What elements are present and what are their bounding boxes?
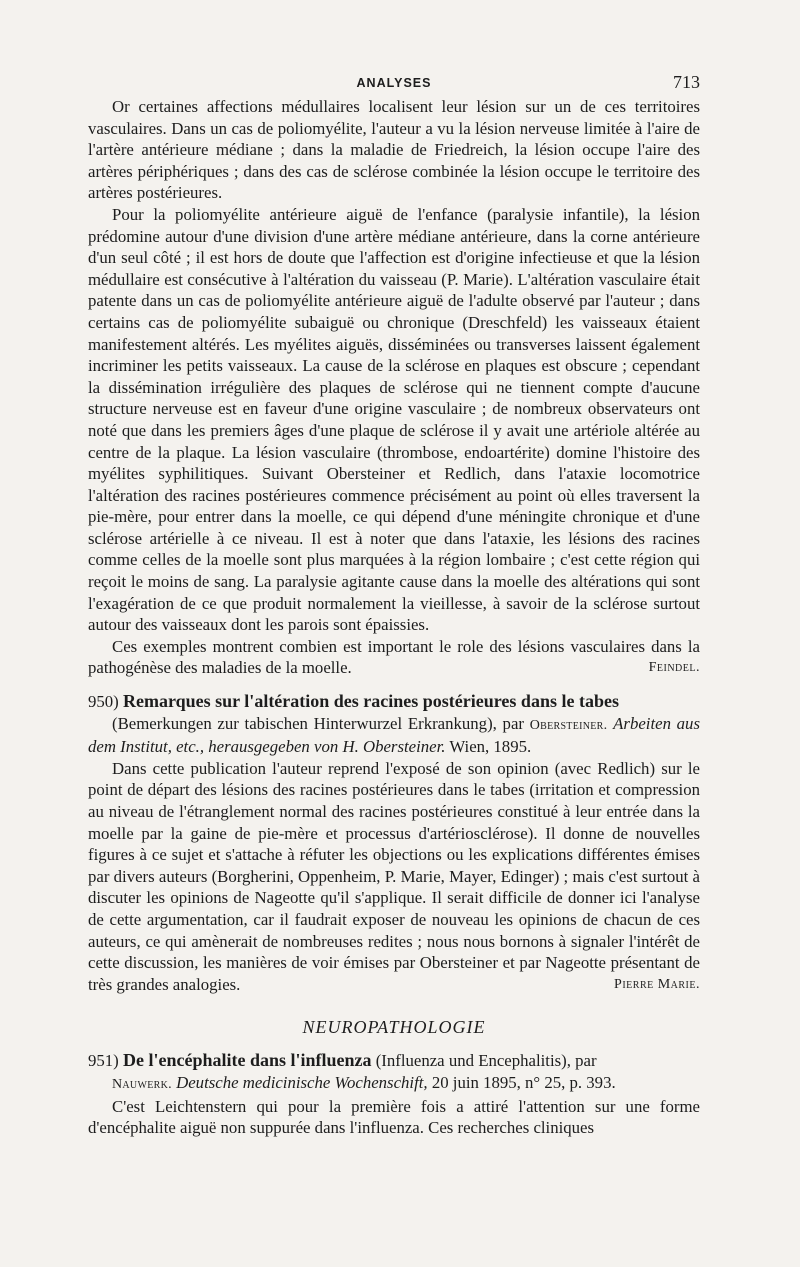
intro-paragraph-1: Or certaines affections médullaires localisent leur lésion sur un de ces territoires vasculaires. Dans un cas de poliomyélite, l'auteur a vu la lésion nerveuse limitée à l'aire de l'artère antérieure médiane ; dans la maladie de Friedreich, la lésion occupe l'aire des artères périphériques ; dans des cas de sclérose combinée la lésion occupe le territoire des artères postérieures. — [88, 97, 700, 203]
entry-950-source-place: Wien, 1895. — [449, 737, 532, 757]
intro-paragraph-3-text: Ces exemples montrent combien est important le role des lésions vasculaires dans la pathogénèse des maladies de la moelle. — [88, 636, 700, 678]
entry-950-source: Arbeiten aus dem Institut, etc., herausgegeben von H. Obersteiner. — [88, 713, 700, 757]
entry-951-number: 951) — [88, 1051, 119, 1071]
entry-951-source: Deutsche medicinische Wochenschift, — [176, 1072, 428, 1092]
entry-951-german-title: (Influenza und Encephalitis), par — [375, 1051, 597, 1071]
entry-950-citation — [88, 713, 700, 758]
entry-950-body-text: Dans cette publication l'auteur reprend l'exposé de son opinion (avec Redlich) sur le point de départ des lésions des racines postérieures dans le tabes (irritation et compression au niveau de l'étranglement normal des racines postérieures constitué à leur entrée dans la moelle par la gaine de pie-mère et processus d'artériosclérose). Il donne de nouvelles figures à ce sujet et s'attache à réfuter les objections ou les explications différentes émises par divers auteurs (Borgherini, Oppenheim, P. Marie, Mayer, Edinger) ; mais c'est surtout à discuter les opinions de Nageotte qu'il s'applique. Il serait difficile de donner ici l'analyse de cette argumentation, car il faudrait exposer de nouveau les opinions de chacun de ces auteurs, ce qui amènerait de nombreuses redites ; nous nous bornons à signaler l'intérêt de cette discussion, les manières de voir émises par Obersteiner et par Nageotte présentant de très grandes analogies. — [88, 758, 700, 994]
entry-951-title: De l'encéphalite dans l'influenza — [122, 1050, 372, 1071]
intro-paragraph-2: Pour la poliomyélite antérieure aiguë de l'enfance (paralysie infantile), la lésion prédomine autour d'une division d'une artère médiane antérieure, dans la corne antérieure d'un seul côté ; il est hors de doute que l'affection est d'origine infectieuse et que la lésion médullaire est consécutive à l'altération du vaisseau (P. Marie). L'altération vasculaire était patente dans un cas de poliomyélite antérieure aiguë de l'adulte observé par l'auteur ; dans certains cas de poliomyélite subaiguë ou chronique (Dreschfeld) les vaisseaux étaient manifestement altérés. Les myélites aiguës, disséminées ou transverses laissent également incriminer les petits vaisseaux. La cause de la sclérose en plaques est obscure ; cependant la dissémination irrégulière des plaques de sclérose qui ne tiennent compte d'aucune structure nerveuse est en faveur d'une origine vasculaire ; de nombreux observateurs ont noté que dans les premiers âges d'une plaque de sclérose il y avait une artériole altérée au centre de la plaque. La lésion vasculaire (thrombose, endoartérite) domine l'histoire des myélites syphilitiques. Suivant Obersteiner et Redlich, dans l'ataxie locomotrice l'altération des racines postérieures commence précisément au point où elles traversent la pie-mère, pour entrer dans la moelle, ce qui dépend d'une méningite chronique et d'une sclérose artérielle à ce niveau. Il est à noter que dans l'ataxie, les lésions des racines comme celles de la moelle sont plus marquées à la région lombaire ; c'est cette région qui reçoit le moins de sang. La paralysie agitante cause dans la moelle des altérations qui sont l'exagération de ce que produit normalement la vieillesse, à savoir de la sclérose surtout autour des vaisseaux dont les parois sont épaissies. — [88, 204, 700, 635]
running-head — [88, 66, 700, 96]
entry-951-body: C'est Leichtenstern qui pour la première fois a attiré l'attention sur une forme d'encéphalite aiguë non suppurée dans l'influenza. Ces recherches cliniques — [88, 1096, 700, 1138]
section-heading-neuropathologie: NEUROPATHOLOGIE — [302, 1017, 486, 1038]
entry-951-citation — [88, 1072, 700, 1096]
entry-950-title: Remarques sur l'altération des racines postérieures dans le tabes — [122, 691, 619, 712]
running-title: ANALYSES — [356, 76, 432, 90]
signature-pierre-marie: Pierre Marie. — [614, 976, 700, 992]
entry-951-heading — [88, 1050, 700, 1095]
entry-950-heading — [88, 691, 700, 758]
page-number: 713 — [673, 72, 700, 92]
signature-feindel: Feindel. — [648, 660, 700, 676]
page — [88, 66, 700, 1139]
entry-950-german-title: (Bemerkungen zur tabischen Hinterwurzel Erkrankung), par — [112, 713, 524, 733]
intro-paragraph-3 — [88, 636, 700, 679]
entry-950-number: 950) — [88, 692, 119, 712]
entry-951-author: Nauwerk. — [112, 1076, 172, 1092]
entry-950-author: Obersteiner. — [529, 717, 608, 733]
entry-951-source-details: 20 juin 1895, n° 25, p. 393. — [431, 1072, 616, 1092]
entry-950-body — [88, 758, 700, 996]
